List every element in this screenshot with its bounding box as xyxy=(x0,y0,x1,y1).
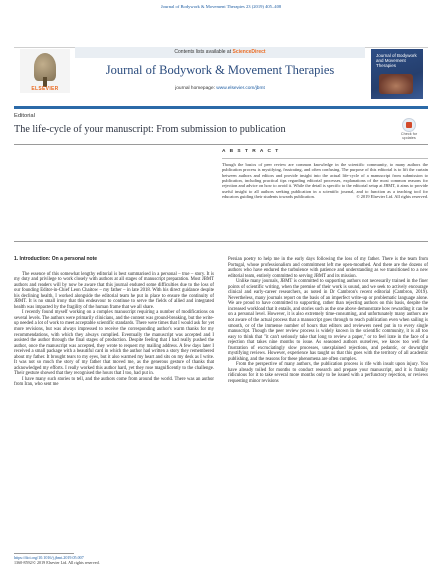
contents-prefix: Contents lists available at xyxy=(174,49,233,55)
check-for-updates-button[interactable] xyxy=(396,118,422,140)
sciencedirect-link[interactable]: ScienceDirect xyxy=(232,49,266,55)
body-paragraph: The essence of this somewhat lengthy editorial is best summarised in a personal – true – story. It is my duty and privilege to work closely with authors at all stages of manuscript preparation. Most JBMT authors and readers will by now be aware that this journal endured some difficulties due to the loss of our founding Editor-in-Chief Leon Chaitow – my father – in late 2018. With his direct guidance despite his declining health, I worked alongside the editorial team he put in place to ensure the continuity of JBMT. It is no small irony that this endeavour to continue to serve the fields of allied and integrated health was impacted by the fragility of the human frame that we all share. xyxy=(14,271,214,310)
divider xyxy=(14,553,74,554)
rights-statement: 1360-8592/© 2019 Elsevier Ltd. All rights reserved. xyxy=(14,559,100,565)
divider xyxy=(222,158,428,159)
abstract-body xyxy=(222,162,428,199)
elsevier-logo xyxy=(20,49,70,93)
abstract-text: Though the basics of peer review are common knowledge in the scientific community, to many authors the publication process is mystifying, frustrating, and often confusing. The purpose of this editorial is to lift the curtain between authors and editors and provide insight into the actual life-cycle of a manuscript from submission to publication, including practical tips regarding editorial processes, explanations of the most common reasons for rejection and advice on how to avoid it. While the detail is specific to the editorial setup at JBMT, it aims to provide useful insight to all authors seeking publication in a scientific journal, and to function as a teaching tool for educators guiding their students towards publication. xyxy=(222,162,428,200)
abstract-copyright: © 2019 Elsevier Ltd. All rights reserved. xyxy=(356,194,428,200)
divider xyxy=(14,144,428,145)
check-for-updates-label: Check for updates xyxy=(400,132,418,140)
journal-citation: Journal of Bodywork & Movement Therapies 23 (2019) 405–408 xyxy=(160,4,282,9)
cover-image xyxy=(379,74,413,94)
article-footer xyxy=(14,556,100,566)
homepage-link[interactable]: www.elsevier.com/jbmt xyxy=(216,86,265,91)
body-column-left xyxy=(14,257,214,388)
journal-cover-thumbnail xyxy=(371,49,423,99)
body-column-right xyxy=(228,257,428,385)
cover-title: Journal of Bodywork and Movement Therapies xyxy=(376,53,417,68)
journal-title: Journal of Bodywork & Movement Therapies xyxy=(105,63,335,77)
section-heading: 1. Introduction: On a personal note xyxy=(14,256,98,262)
body-paragraph: I recently found myself working on a complex manuscript requiring a number of modifications on several levels. The authors were primarily clinicians, and the content was ground-breaking, but the write-up needed a lot of work to meet acceptable scientific standards. There were times that I would ask for yet more revisions, but was always impressed to receive the corresponding author's warm thanks for my recommendations, with which they always complied. Eventually the manuscript was accepted and I assisted the author through the final stages of production. Despite feeling that I had really pushed the author, once the manuscript was accepted, they wrote to request my mailing address. A few days later I received a small package with a beautiful card in which the author had written a story they remembered about my father. It brought tears to my eyes, but it also warmed my heart and sits on my desk as I write. It was not so much the story of my father that moved me, as the generous gesture of thanks that acknowledged my efforts. I really worked this author hard, yet they rose magnificently to the challenge. Their gesture showed that they recognised the hours that I too, had put in. xyxy=(14,310,215,377)
contents-available-strip xyxy=(75,47,365,58)
journal-homepage xyxy=(75,86,365,91)
body-paragraph: Persian poetry to help me in the early days following the loss of my father. There is the team from Portugal, whose professionalism and commitment left me open-mouthed. And there are the dozens of authors who have endured the turbulence with patience and understanding as we transitioned to a new editorial team, entirely committed to serving JBMT and its mission. xyxy=(228,257,428,279)
divider xyxy=(14,241,428,242)
doi-link[interactable]: https://doi.org/10.1016/j.jbmt.2019.05.007 xyxy=(14,555,84,560)
homepage-prefix: journal homepage: xyxy=(175,86,217,91)
body-paragraph: I have many such stories to tell, and the authors come from around the world. There was an author from Iran, who sent me xyxy=(14,376,214,388)
article-type: Editorial xyxy=(14,113,35,119)
body-paragraph: From the perspective of many authors, the publication process is rife with insult upon injury. You have already toiled for months to conduct research and prepare your manuscript, and it is frankly ridiculous for it to take several more months only to be issued with a perfunctory rejection, or reviews requesting minor revisions xyxy=(228,362,428,385)
abstract-heading: A B S T R A C T xyxy=(222,149,280,154)
article-title: The life-cycle of your manuscript: From submission to publication xyxy=(14,124,286,135)
publisher-name: ELSEVIER xyxy=(31,86,59,92)
update-icon xyxy=(402,118,416,132)
body-paragraph: Unlike many journals, JBMT is committed to supporting authors not necessarily trained in the finer points of scientific writing, when the premise of their work is sound, and we seek to actively encourage clinical and early-career researchers, as noted in Dr Cambron's recent editorial (Cambron, 2019). Nevertheless, many journals report on the basis of an imperfect write-up or problematic language alone. We are proud to have committed to supporting, rather than rejecting authors on this basis, despite the increased workload that it entails, and stories such as the one above demonstrate how rewarding it can be on a personal level. However, it is also extremely time-consuming, and unfortunately many authors are not aware of the actual process that a manuscript goes through to reach publication even when sailing is smooth, or of the immense number of hours that editors and reviewers need put in to every single manuscript. Though the peer review process is widely known in the scientific community, it is all too easy to think that "it can't seriously take that long to review a paper," or to feel irate in the face of a rejection that takes nine months to issue. As seasoned authors ourselves, we know too well the frustration of excruciatingly slow processes, unexplained rejections, and pedantic, or downright mystifying reviews. However, experience has taught us that this goes with the territory of all academic publishing, and the reasons for these phenomena are often complex. xyxy=(228,279,428,362)
